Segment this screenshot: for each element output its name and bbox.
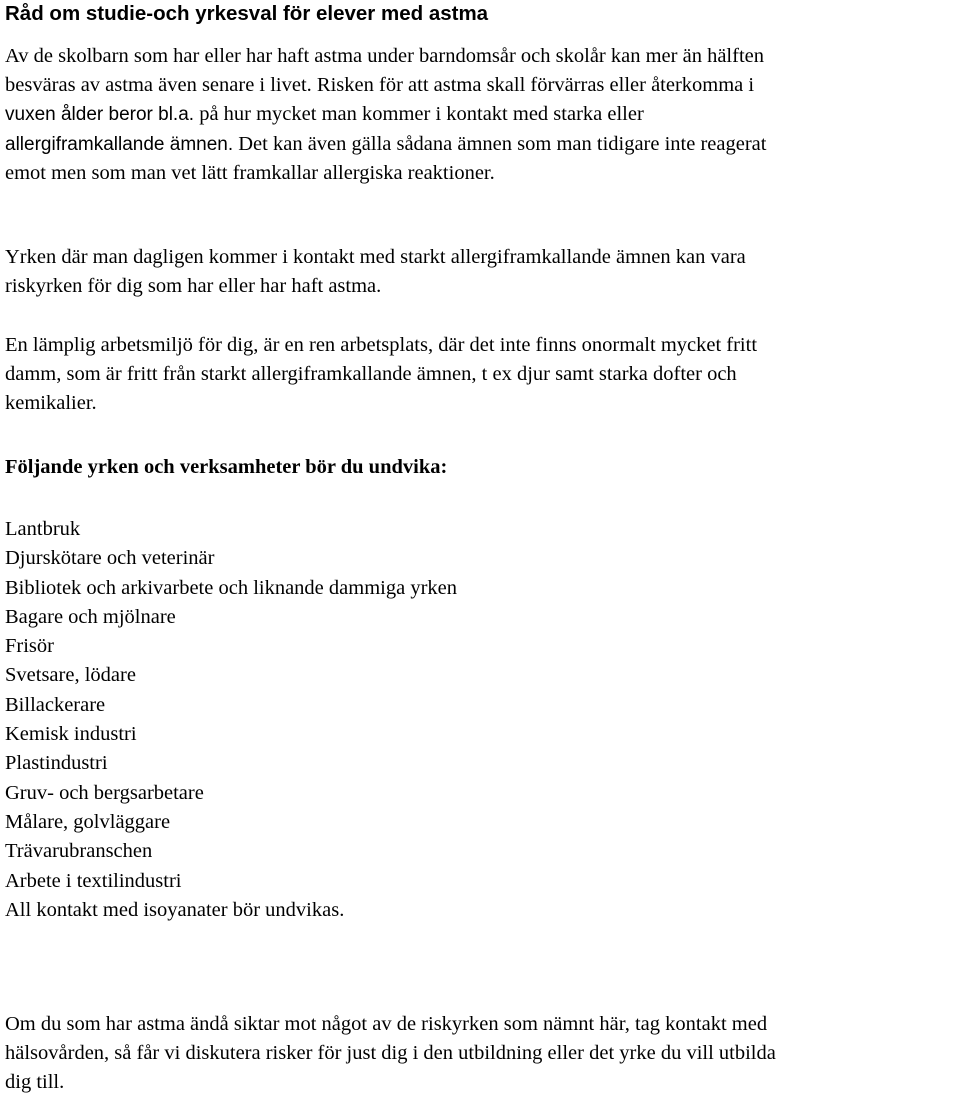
risk-jobs-line-2: riskyrken för dig som har eller har haft astma. — [5, 275, 382, 298]
list-item: Trävarubranschen — [5, 840, 153, 863]
intro-line-3-end: på hur mycket man kommer i kontakt med starka eller — [199, 103, 644, 126]
list-item: Målare, golvläggare — [5, 810, 171, 833]
risk-jobs-line-1: Yrken där man dagligen kommer i kontakt med starkt allergiframkallande ämnen kan vara — [5, 246, 746, 268]
intro-line-3-start: vuxen ålder beror bl.a. — [5, 104, 195, 126]
closing-line-2: hälsovården, så får vi diskutera risker för just dig i den utbildning eller det yrke du vill utbilda — [5, 1042, 776, 1065]
risk-jobs-paragraph — [5, 243, 957, 301]
work-environment-line-1: En lämplig arbetsmiljö för dig, är en ren arbetsplats, där det inte finns onormalt mycket fritt — [5, 334, 758, 356]
intro-line-5: emot men som man vet lätt framkallar allergiska reaktioner. — [5, 161, 495, 184]
intro-line-3 — [5, 100, 957, 129]
intro-line-1: Av de skolbarn som har eller har haft astma under barndomsår och skolår kan mer än hälften — [5, 45, 764, 67]
list-item: Bagare och mjölnare — [5, 605, 176, 628]
intro-line-4 — [5, 130, 957, 159]
list-item: Plastindustri — [5, 752, 108, 775]
work-environment-line-2: damm, som är fritt från starkt allergiframkallande ämnen, t ex djur samt starka dofter och — [5, 363, 737, 386]
list-item: Gruv- och bergsarbetare — [5, 781, 204, 804]
intro-line-4-start: allergiframkallande ämnen. — [5, 133, 234, 155]
work-environment-paragraph — [5, 331, 957, 419]
list-item: All kontakt med isoyanater bör undvikas. — [5, 898, 345, 921]
closing-line-1: Om du som har astma ändå siktar mot något av de riskyrken som nämnt här, tag kontakt med — [5, 1013, 768, 1035]
avoid-heading: Följande yrken och verksamheter bör du undvika: — [5, 456, 448, 478]
list-item: Billackerare — [5, 693, 106, 716]
page-title: Råd om studie-och yrkesval för elever med astma — [5, 2, 489, 25]
work-environment-line-3: kemikalier. — [5, 392, 97, 415]
list-item: Bibliotek och arkivarbete och liknande dammiga yrken — [5, 576, 457, 599]
list-item: Kemisk industri — [5, 723, 137, 746]
list-item: Lantbruk — [5, 518, 81, 540]
list-item: Frisör — [5, 635, 54, 658]
intro-line-4-end: Det kan även gälla sådana ämnen som man tidigare inte reagerat — [238, 132, 767, 155]
intro-paragraph — [5, 42, 957, 188]
avoid-list — [5, 515, 457, 925]
list-item: Djurskötare och veterinär — [5, 547, 215, 570]
closing-paragraph — [5, 1010, 957, 1098]
intro-line-2: besväras av astma även senare i livet. Risken för att astma skall förvärras eller återkomma i — [5, 74, 755, 97]
list-item: Svetsare, lödare — [5, 664, 136, 687]
closing-line-3: dig till. — [5, 1071, 65, 1094]
list-item: Arbete i textilindustri — [5, 869, 182, 892]
